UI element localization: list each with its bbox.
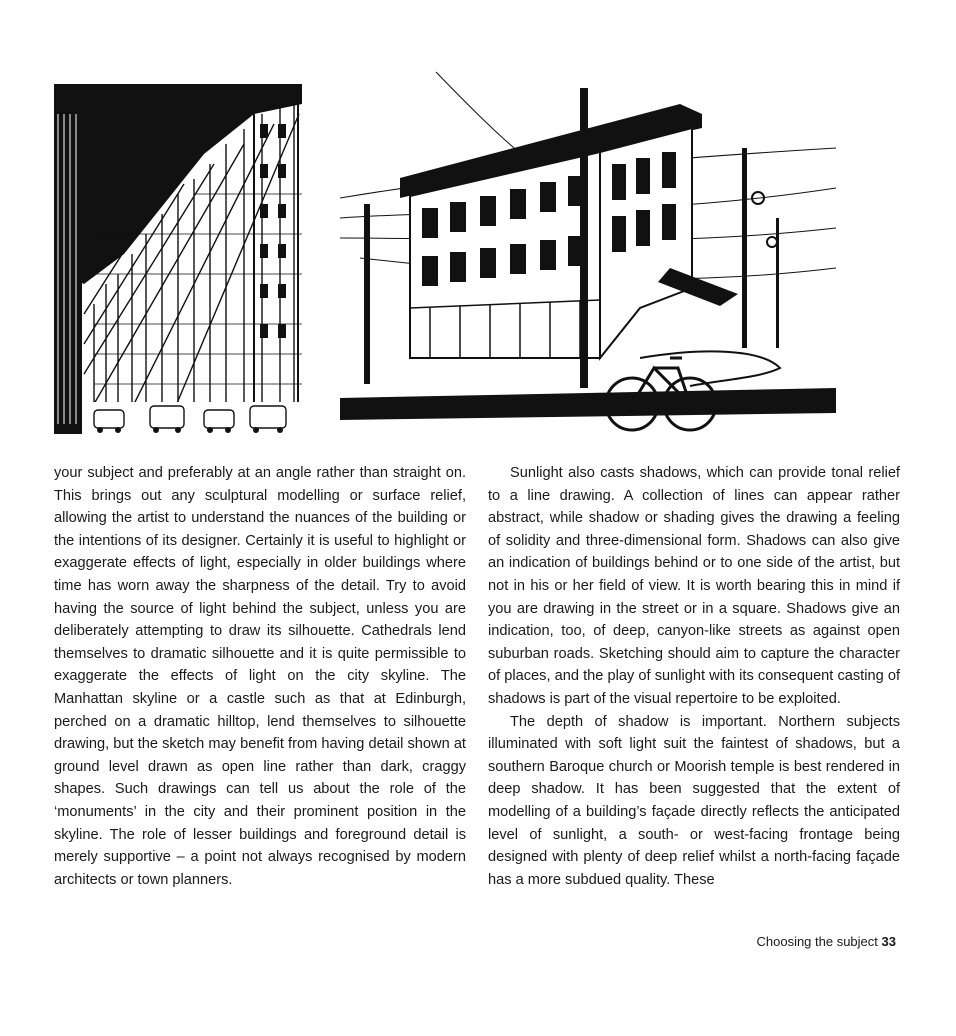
corner-building-sketch-drawing [340,68,836,440]
corner-building-sketch-figure [340,68,836,440]
page-number: 33 [881,934,896,949]
running-footer [756,934,896,949]
skyscraper-sketch-drawing [54,84,302,438]
paragraph: The depth of shadow is important. Northern subjects illuminated with soft light suit the faintest of shadows, but a southern Baroque church or Moorish temple is best rendered in deep shadow. It has been suggested that the extent of modelling of a building’s façade directly reflects the anticipated level of sunlight, a south- or west-facing frontage being designed with plenty of deep relief whilst a north-facing façade has a more subdued quality. These [488,713,900,888]
skyscraper-sketch-figure [54,84,302,438]
footer-section-title: Choosing the subject [756,934,878,949]
paragraph: Sunlight also casts shadows, which can provide tonal relief to a line drawing. A collection of lines can appear rather abstract, while shadow or shading gives the drawing a feeling of solidity and three-dimensional form. Shadows can also give an indication of buildings behind or to one side of the artist, but not in his or her field of view. It is worth bearing this in mind if you are drawing in the street or in a square. Shadows give an indication, too, of deep, canyon-like streets as against open suburban roads. Sketching should aim to capture the character of places, and the play of sunlight with its consequent casting of shadows is part of the visual repertoire to be exploited. [488,465,900,707]
text-column-right [488,462,900,891]
text-column-left [54,462,466,891]
paragraph: your subject and preferably at an angle rather than straight on. This brings out any sculptural modelling or surface relief, allowing the artist to understand the nuances of the building or the intentions of its designer. Certainly it is useful to highlight or exaggerate effects of light, especially in older buildings where time has worn away the sharpness of the detail. Try to avoid having the source of light behind the subject, unless you are deliberately attempting to draw its silhouette. Cathedrals lend themselves to dramatic silhouette and it is quite permissible to exaggerate the effects of light on the city skyline. The Manhattan skyline or a castle such as that at Edinburgh, perched on a dramatic hilltop, lend themselves to silhouette drawing, but the sketch may benefit from having detail shown at ground level drawn as open line rather than dark, craggy shapes. Such drawings can tell us about the role of the ‘monuments’ in the city and their prominent position in the skyline. The role of lesser buildings and foreground detail is merely supportive – a point not always recognised by modern architects or town planners. [54,465,466,888]
